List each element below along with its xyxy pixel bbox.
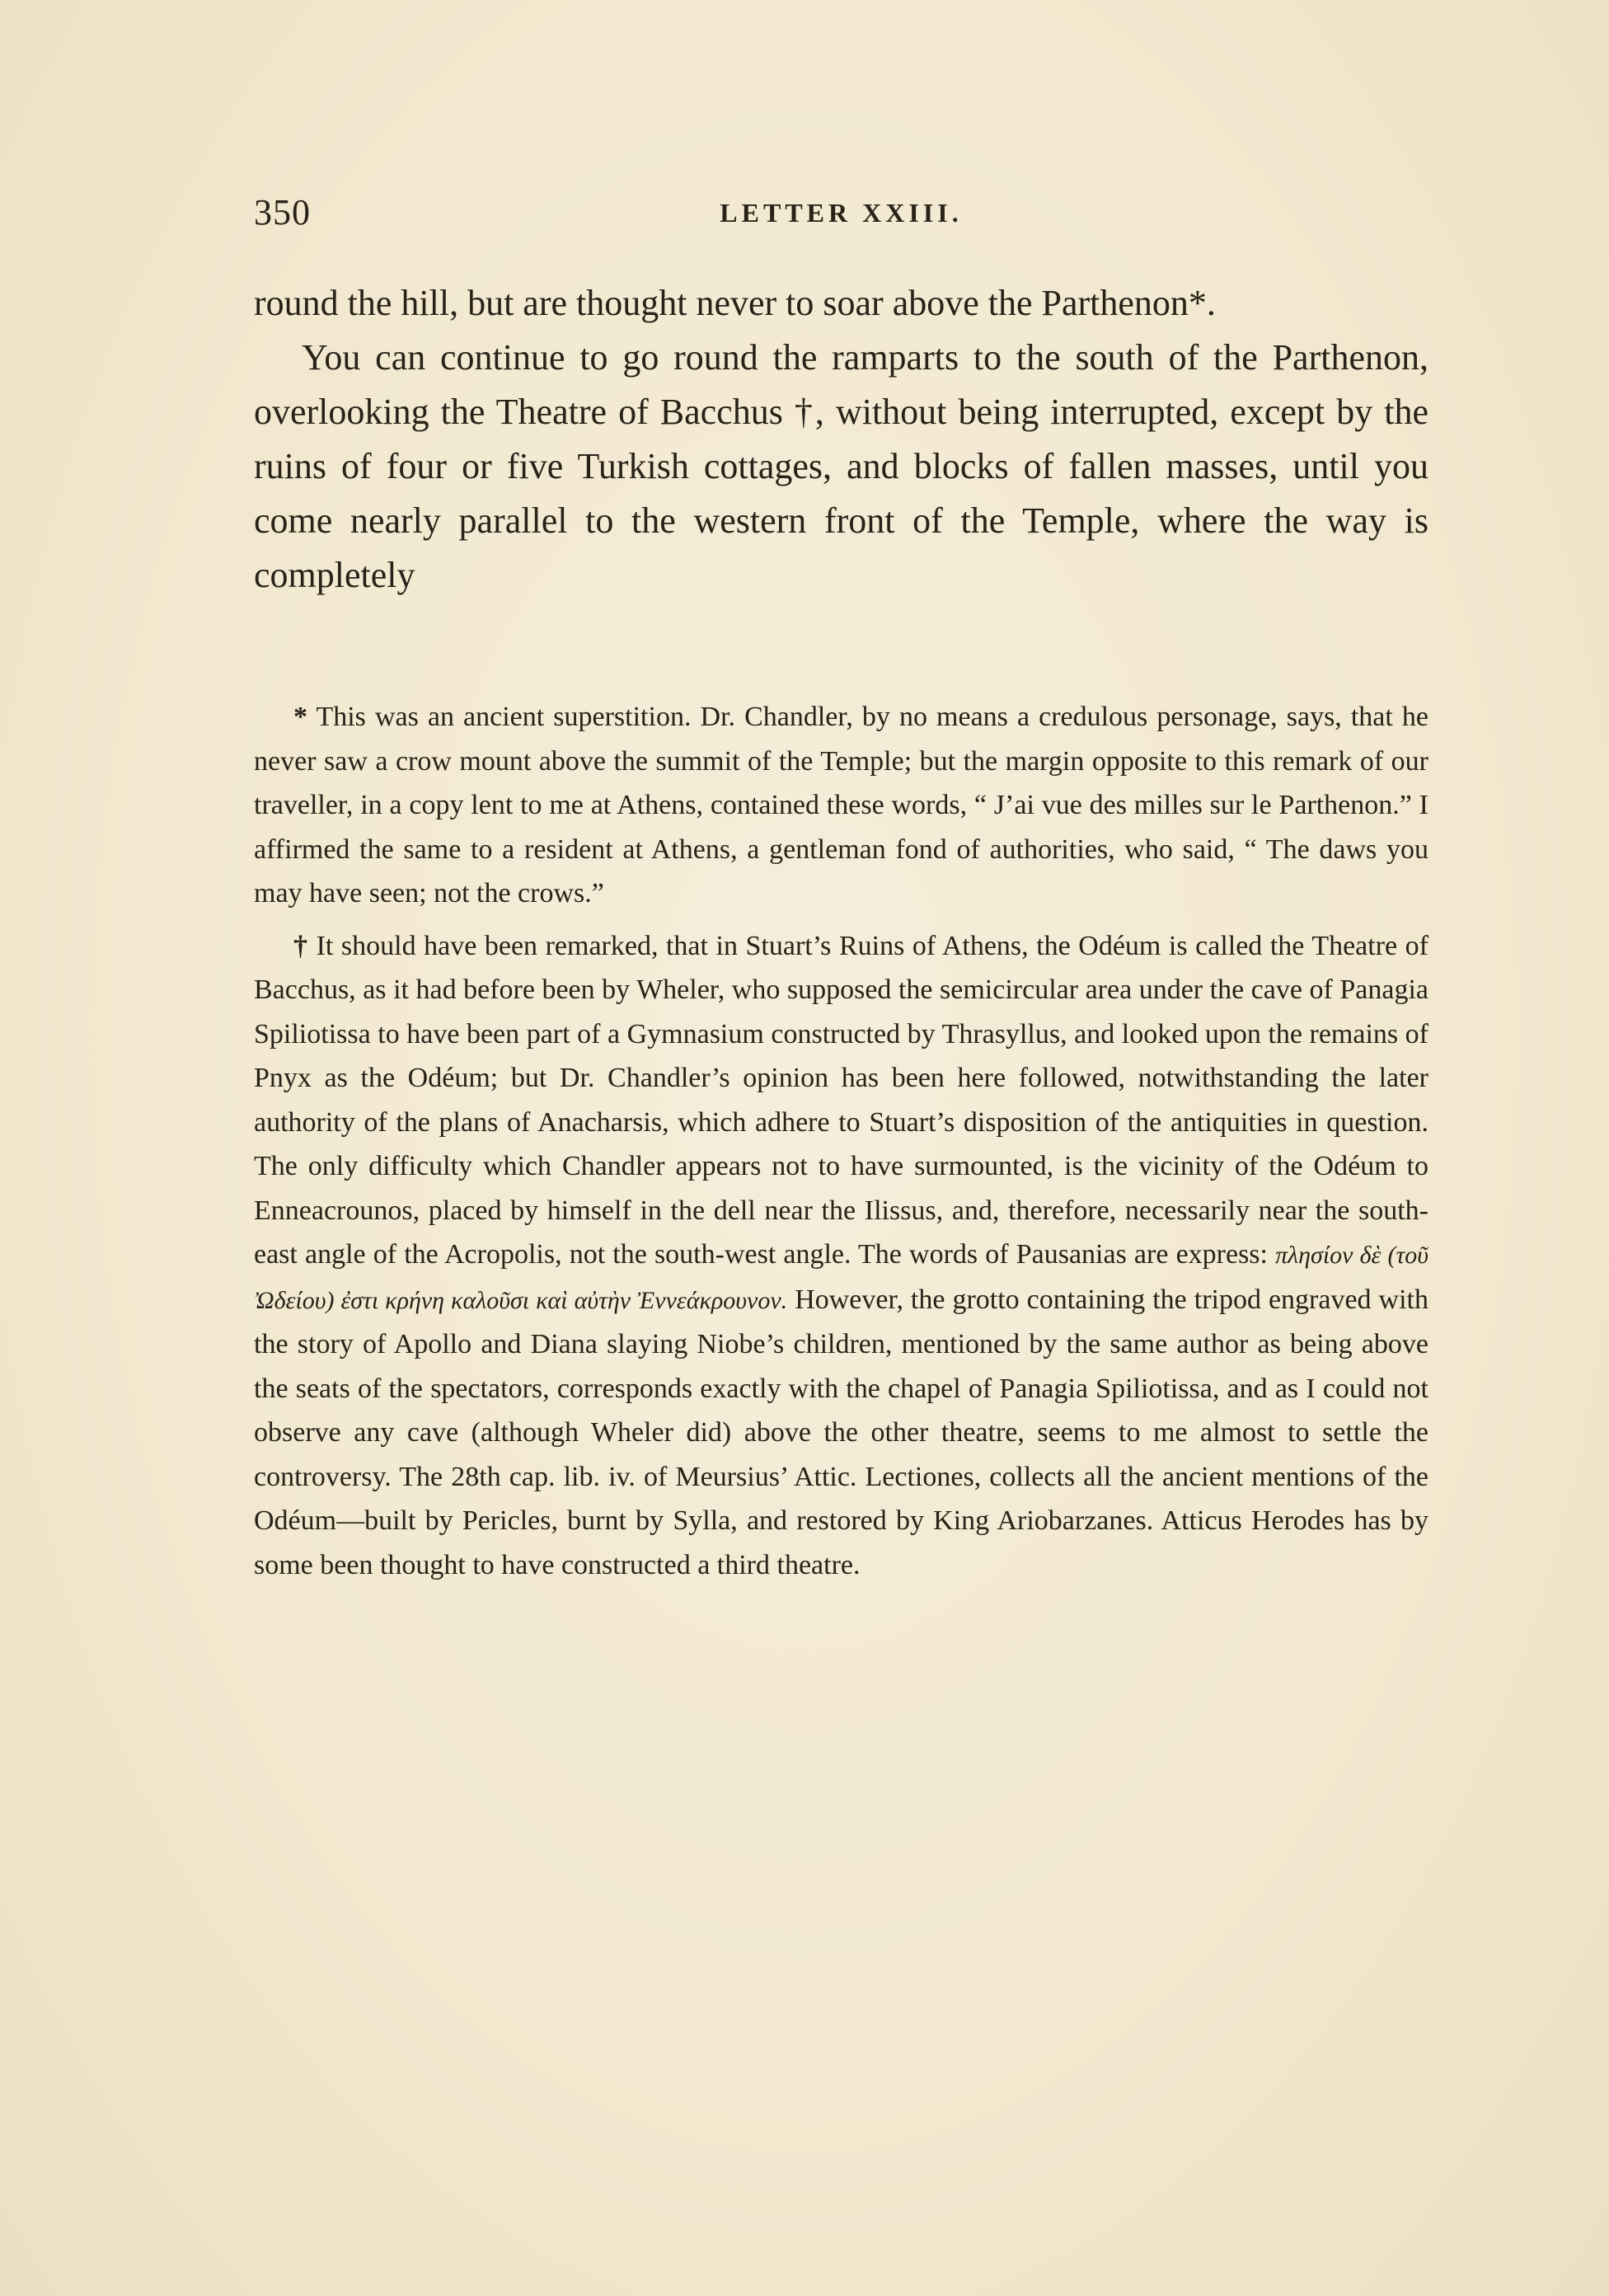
footnotes	[254, 695, 1428, 1587]
main-paragraph-1: round the hill, but are thought never to soar above the Parthenon*.	[254, 283, 1216, 323]
footnote-2-marker: †	[293, 930, 309, 961]
running-head: LETTER XXIII.	[720, 198, 963, 228]
footnote-2	[254, 924, 1428, 1588]
main-paragraph-2: You can continue to go round the ramparts to the south of the Parthenon, overlooking the Theatre of Bacchus †, without being interrupted, except by the ruins of four or five Turkish cottages, and blocks of fallen masses, until you come nearly parallel to the western front of the Temple, where the way is completely	[254, 337, 1428, 595]
footnote-1-text: This was an ancient superstition. Dr. Chandler, by no means a credulous personage, says, that he never saw a crow mount above the summit of the Temple; but the margin opposite to this remark of our traveller, in a copy lent to me at Athens, contained these words, “ J’ai vue des milles sur le Parthenon.” I affirmed the same to a resident at Athens, a gentleman fond of authorities, who said, “ The daws you may have seen; not the crows.”	[254, 702, 1428, 909]
footnote-1-marker: *	[293, 702, 307, 732]
page-header	[254, 191, 1428, 241]
page-number: 350	[254, 192, 311, 232]
footnote-2-text-before-greek: It should have been remarked, that in Stuart’s Ruins of Athens, the Odéum is called the Theatre of Bacchus, as it had before been by Wheler, who supposed the semicircular area under the cave of Panagia Spiliotissa to have been part of a Gymnasium constructed by Thrasyllus, and looked upon the remains of Pnyx as the Odéum; but Dr. Chandler’s opinion has been here followed, notwithstanding the later authority of the plans of Anacharsis, which adhere to Stuart’s disposition of the antiquities in question. The only difficulty which Chandler appears not to have surmounted, is the vicinity of the Odéum to Enneacrounos, placed by himself in the dell near the Ilissus, and, therefore, necessarily near the south-east angle of the Acropolis, not the south-west angle. The words of Pausanias are express:	[254, 930, 1428, 1270]
footnote-2-text-after-greek: However, the grotto containing the tripod engraved with the story of Apollo and Diana slaying Niobe’s children, mentioned by the same author as being above the seats of the spectators, corresponds exactly with the chapel of Panagia Spiliotissa, and as I could not observe any cave (although Wheler did) above the other theatre, seems to me almost to settle the controversy. The 28th cap. lib. iv. of Meursius’ Attic. Lectiones, collects all the ancient mentions of the Odéum—built by Pericles, burnt by Sylla, and restored by King Ariobarzanes. Atticus Herodes has by some been thought to have constructed a third theatre.	[254, 1284, 1428, 1580]
footnote-1	[254, 695, 1428, 916]
main-text	[254, 276, 1428, 603]
footnote-2-greek-quote: πλησίον δὲ (τοῦ Ὠδείου) ἐστι κρήνη καλοῦσι καὶ αὐτὴν Ἐννεάκρουνον.	[254, 1242, 1428, 1314]
